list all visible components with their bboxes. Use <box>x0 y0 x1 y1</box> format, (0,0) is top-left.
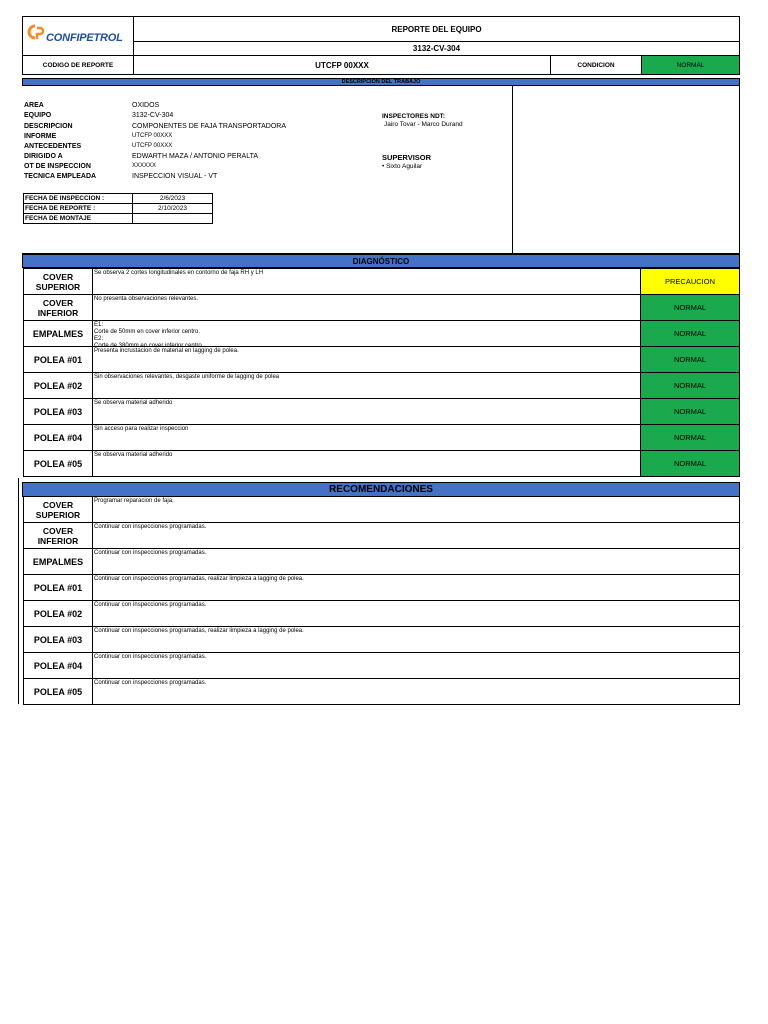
status-badge: NORMAL <box>640 424 740 451</box>
field-label: OT DE INSPECCION <box>24 163 91 170</box>
field-label: INFORME <box>24 133 57 140</box>
work-description-bar: DESCRIPCION DEL TRABAJO <box>22 78 740 86</box>
field-value: 3132-CV-304 <box>132 112 174 119</box>
supervisor-value: • Sixto Aguilar <box>382 163 423 170</box>
field-value: EDWARTH MAZA / ANTONIO PERALTA <box>132 153 259 160</box>
diag-observation <box>92 346 641 373</box>
diag-observation <box>92 424 641 451</box>
condition-label: CONDICION <box>550 55 642 75</box>
field-value: UTCFP 00XXX <box>132 143 173 149</box>
rec-component: EMPALMES <box>23 548 93 575</box>
inspectors-value: Jairo Tovar - Marco Durand <box>384 121 463 128</box>
date-label-cell: FECHA DE REPORTE : <box>23 203 133 214</box>
field-label: DIRIGIDO A <box>24 153 63 160</box>
status-badge: PRECAUCION <box>640 268 740 295</box>
diag-observation <box>92 294 641 321</box>
field-label: AREA <box>24 102 44 109</box>
observation-line: Se observa 2 cortes longitudinales en contorno de faja RH y LH <box>94 270 264 276</box>
diag-observation <box>92 320 641 347</box>
inspectors-label: INSPECTORES NDT: <box>382 113 446 120</box>
rec-component: POLEA #01 <box>23 574 93 601</box>
status-badge: NORMAL <box>640 294 740 321</box>
diag-component: COVER SUPERIOR <box>23 268 93 295</box>
status-badge: NORMAL <box>640 372 740 399</box>
recomendaciones-header: RECOMENDACIONES <box>22 482 740 497</box>
diag-component: POLEA #05 <box>23 450 93 477</box>
field-label: ANTECEDENTES <box>24 143 82 150</box>
equipment-code: 3132-CV-304 <box>133 41 740 56</box>
company-logo <box>26 23 130 47</box>
field-value: INSPECCION VISUAL - VT <box>132 173 218 180</box>
rec-text: Continuar con inspecciones programadas. <box>92 652 740 679</box>
status-badge: NORMAL <box>640 346 740 373</box>
rec-text: Continuar con inspecciones programadas. <box>92 548 740 575</box>
rec-component: POLEA #02 <box>23 600 93 627</box>
field-label: DESCRIPCION <box>24 123 73 130</box>
status-badge: NORMAL <box>640 320 740 347</box>
rec-component: POLEA #04 <box>23 652 93 679</box>
rec-text: Continuar con inspecciones programadas. <box>92 522 740 549</box>
diag-component: POLEA #04 <box>23 424 93 451</box>
observation-line: E1: <box>94 322 104 328</box>
rec-text: Continuar con inspecciones programadas. <box>92 678 740 705</box>
observation-line: Corte de 380mm en cover inferior centro. <box>94 343 204 349</box>
diagnostico-header: DIAGNÓSTICO <box>22 254 740 268</box>
rec-text: Continuar con inspecciones programadas, realizar limpieza a lagging de polea. <box>92 574 740 601</box>
date-label-cell: FECHA DE INSPECCION : <box>23 193 133 204</box>
field-label: EQUIPO <box>24 112 52 119</box>
observation-line: Sin acceso para realizar inspeccion <box>94 426 189 432</box>
supervisor-label: SUPERVISOR <box>382 153 432 162</box>
details-divider <box>512 86 513 254</box>
diag-observation <box>92 450 641 477</box>
diag-observation <box>92 268 641 295</box>
page-left-rule <box>18 478 19 704</box>
report-code-value: UTCFP 00XXX <box>133 55 551 75</box>
diag-observation <box>92 398 641 425</box>
date-value-cell: 2/10/2023 <box>132 203 213 214</box>
diag-component: COVER INFERIOR <box>23 294 93 321</box>
company-name: CONFIPETROL <box>46 32 123 44</box>
observation-line: No presenta observaciones relevantes. <box>94 296 199 302</box>
observation-line: Se observa material adherido <box>94 452 173 458</box>
report-code-label: CODIGO DE REPORTE <box>22 55 134 75</box>
field-label: TECNICA EMPLEADA <box>24 173 97 180</box>
rec-component: POLEA #03 <box>23 626 93 653</box>
diag-component: POLEA #03 <box>23 398 93 425</box>
rec-text: Continuar con inspecciones programadas. <box>92 600 740 627</box>
rec-component: COVER SUPERIOR <box>23 496 93 523</box>
report-title: REPORTE DEL EQUIPO <box>133 16 740 42</box>
date-value-cell: 2/6/2023 <box>132 193 213 204</box>
observation-line: E2: <box>94 336 104 342</box>
rec-component: POLEA #05 <box>23 678 93 705</box>
observation-line: Presenta incrustacion de material en lagging de polea. <box>94 348 239 354</box>
observation-line: Corte de 50mm en cover inferior centro. <box>94 329 201 335</box>
diag-observation <box>92 372 641 399</box>
diag-component: EMPALMES <box>23 320 93 347</box>
status-badge: NORMAL <box>640 398 740 425</box>
date-value-cell <box>132 213 213 224</box>
field-value: UTCFP 00XXX <box>132 133 173 139</box>
condition-badge: NORMAL <box>641 55 740 75</box>
diag-component: POLEA #02 <box>23 372 93 399</box>
rec-component: COVER INFERIOR <box>23 522 93 549</box>
field-value: XXXXXX <box>132 163 157 169</box>
diag-component: POLEA #01 <box>23 346 93 373</box>
observation-line: Sin observaciones relevantes, desgaste uniforme de lagging de polea <box>94 374 280 380</box>
details-frame <box>22 86 740 254</box>
rec-text: Programar reparacion de faja. <box>92 496 740 523</box>
observation-line: Se observa material adherido <box>94 400 173 406</box>
date-label-cell: FECHA DE MONTAJE <box>23 213 133 224</box>
confipetrol-logo-icon <box>26 23 46 43</box>
status-badge: NORMAL <box>640 450 740 477</box>
field-value: COMPONENTES DE FAJA TRANSPORTADORA <box>132 123 287 130</box>
rec-text: Continuar con inspecciones programadas, realizar limpieza a lagging de polea. <box>92 626 740 653</box>
field-value: OXIDOS <box>132 102 160 109</box>
